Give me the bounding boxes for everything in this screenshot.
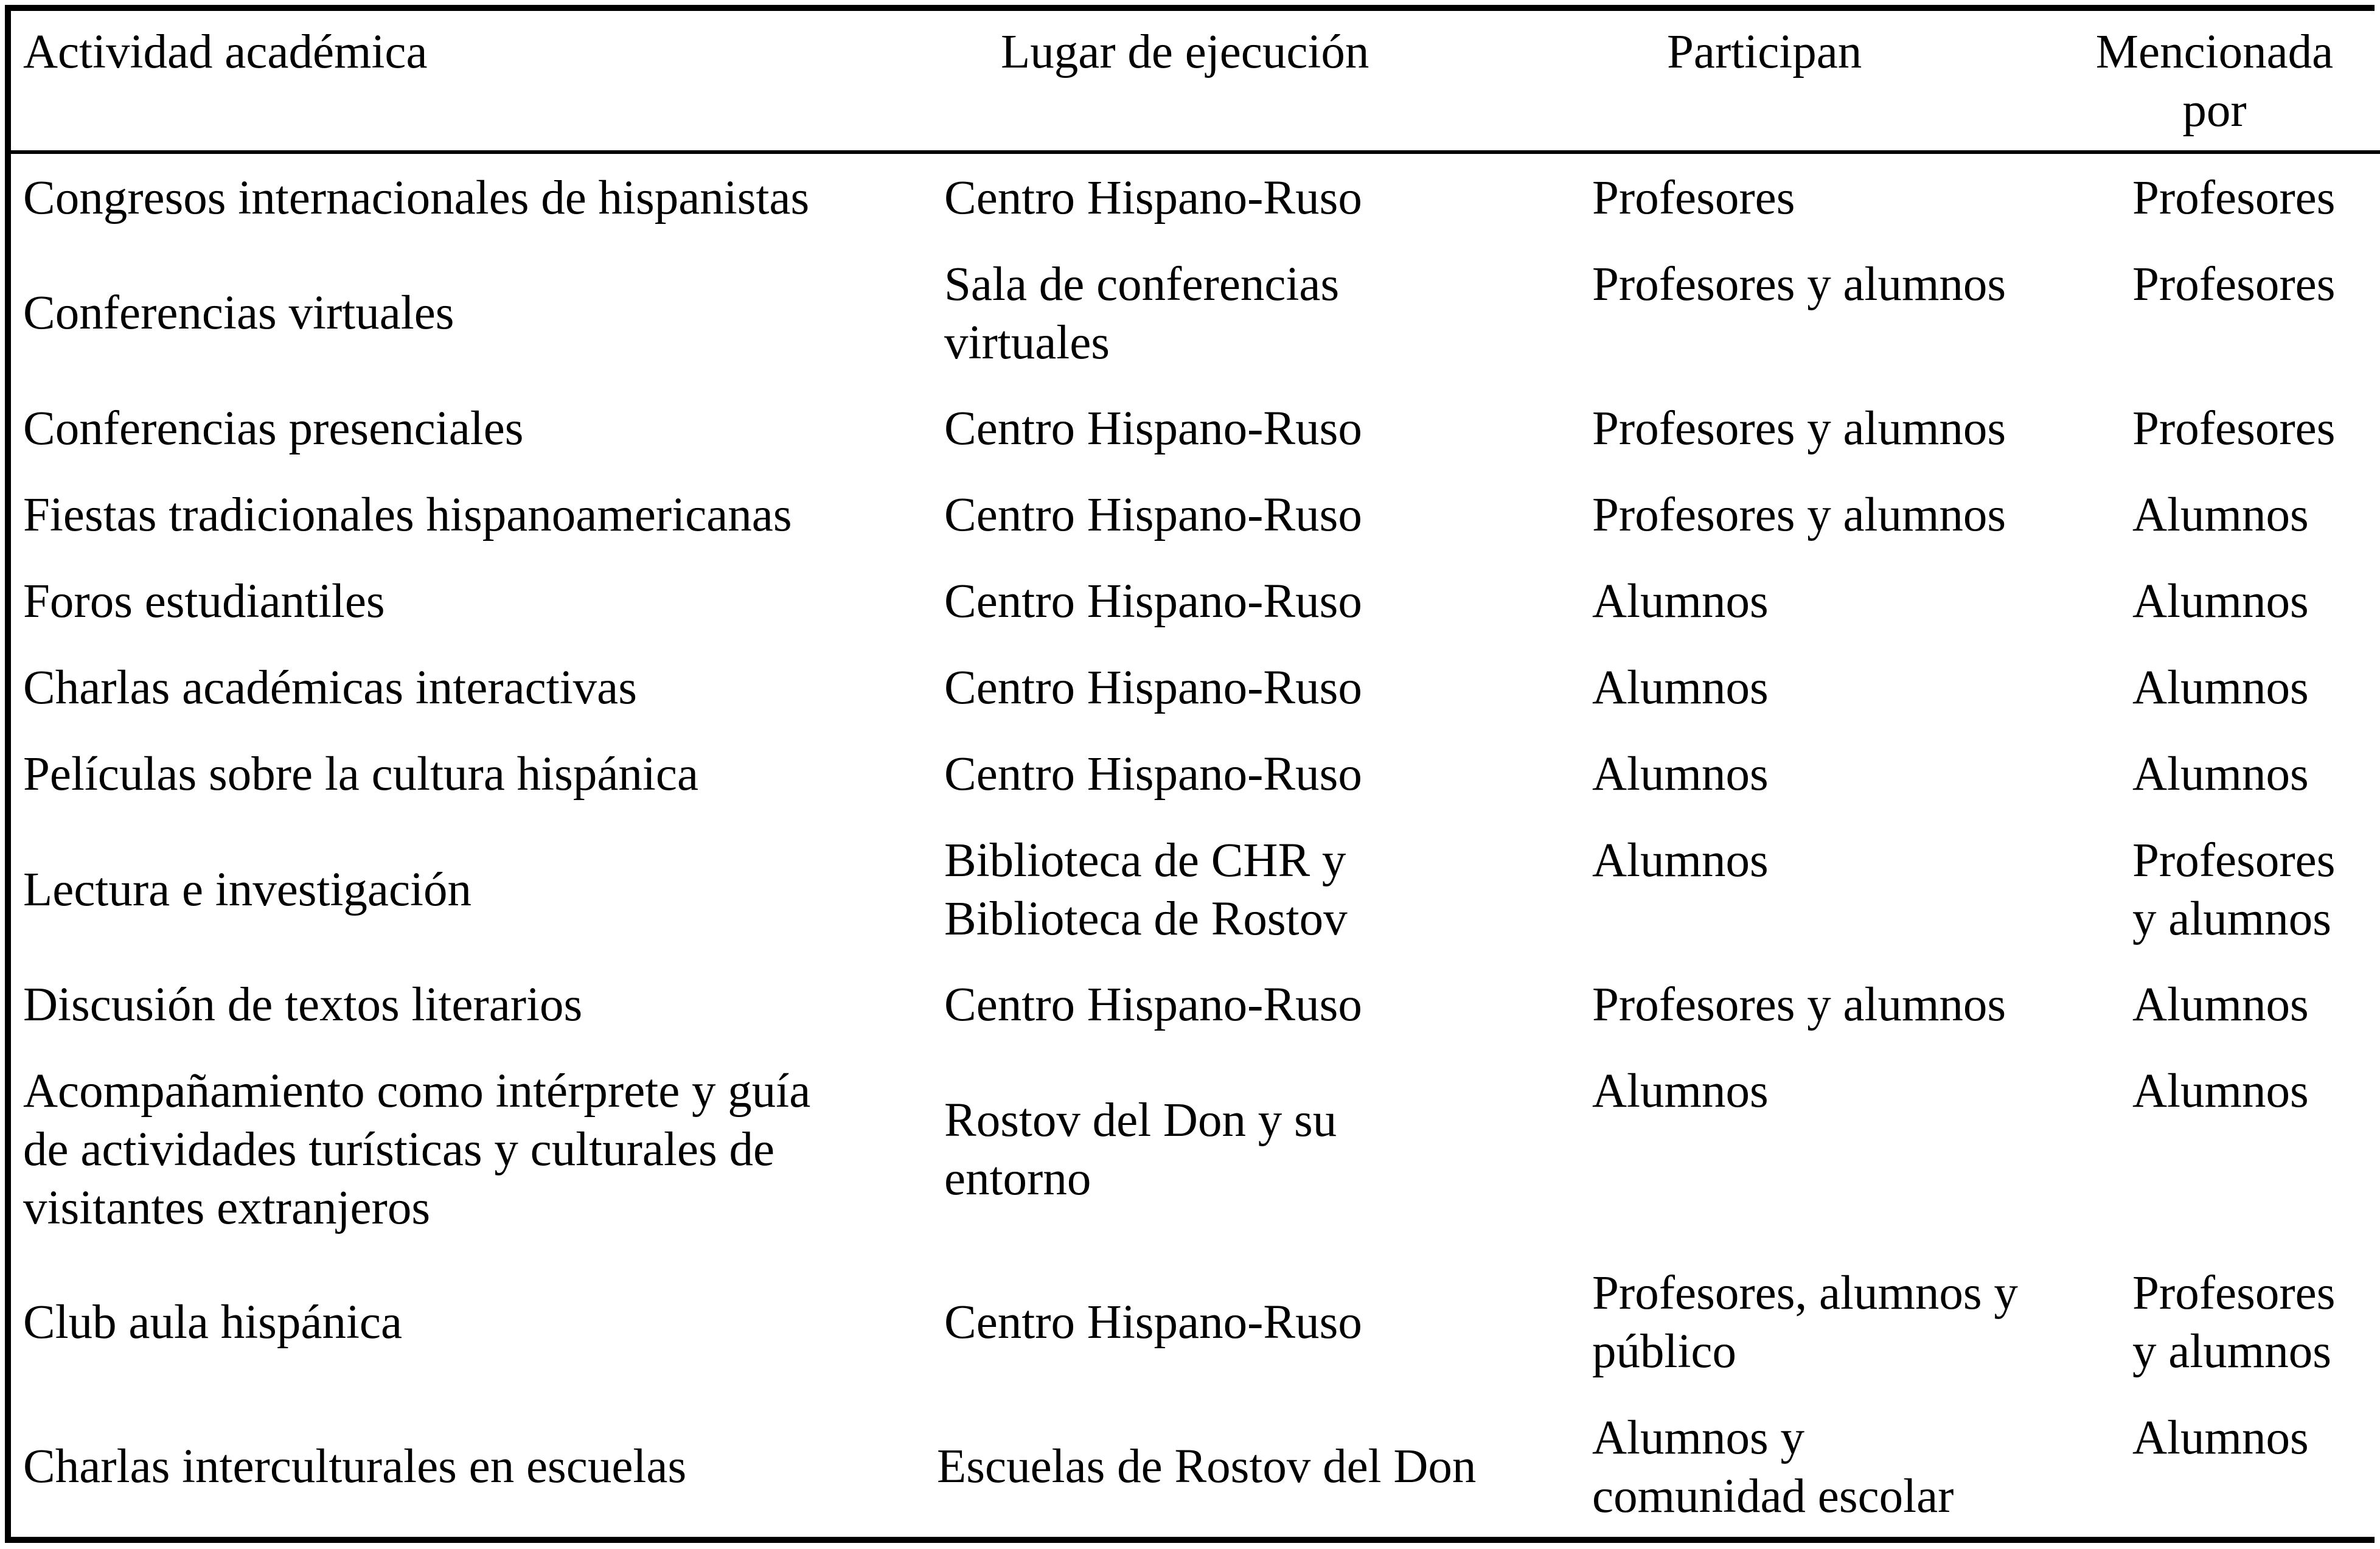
cell-lugar: Biblioteca de CHR y Biblioteca de Rostov [944, 834, 1348, 945]
cell-actividad: Fiestas tradicionales hispanoamericanas [23, 489, 792, 541]
cell-mencionada: Alumnos [2132, 1065, 2309, 1118]
cell-lugar: Centro Hispano-Ruso [944, 402, 1362, 455]
cell-lugar: Centro Hispano-Ruso [944, 575, 1362, 628]
cell-mencionada: Alumnos [2132, 978, 2309, 1031]
cell-actividad: Películas sobre la cultura hispánica [23, 748, 699, 801]
cell-actividad: Club aula hispánica [23, 1296, 403, 1349]
cell-lugar: Escuelas de Rostov del Don [937, 1440, 1477, 1493]
cell-mencionada: Alumnos [2132, 1412, 2309, 1464]
cell-participan: Profesores y alumnos [1592, 258, 2006, 311]
cell-actividad: Conferencias presenciales [23, 402, 524, 455]
cell-mencionada: Alumnos [2132, 748, 2309, 801]
cell-mencionada: Profesores [2132, 402, 2336, 455]
cell-mencionada: Profesores [2132, 258, 2336, 311]
cell-participan: Alumnos [1592, 834, 1769, 887]
cell-lugar: Sala de conferencias virtuales [944, 258, 1340, 369]
cell-mencionada: Alumnos [2132, 575, 2309, 628]
cell-mencionada: Profesores y alumnos [2132, 834, 2336, 945]
cell-actividad: Foros estudiantiles [23, 575, 385, 628]
cell-actividad: Charlas interculturales en escuelas [23, 1440, 687, 1493]
cell-actividad: Acompañamiento como intérprete y guía de actividades turísticas y culturales de visitantes extranjeros [23, 1065, 811, 1234]
cell-participan: Alumnos [1592, 661, 1769, 714]
cell-participan: Alumnos [1592, 748, 1769, 801]
cell-actividad: Conferencias virtuales [23, 287, 454, 339]
cell-participan: Profesores [1592, 172, 1795, 225]
cell-lugar: Centro Hispano-Ruso [944, 489, 1362, 541]
cell-lugar: Centro Hispano-Ruso [944, 748, 1362, 801]
cell-participan: Alumnos [1592, 1065, 1769, 1118]
cell-mencionada: Alumnos [2132, 489, 2309, 541]
cell-actividad: Discusión de textos literarios [23, 978, 583, 1031]
cell-participan: Profesores y alumnos [1592, 402, 2006, 455]
header-participan: Participan [1667, 26, 1862, 78]
cell-mencionada: Profesores y alumnos [2132, 1267, 2336, 1378]
header-actividad: Actividad académica [23, 26, 428, 78]
cell-lugar: Centro Hispano-Ruso [944, 1296, 1362, 1349]
cell-actividad: Congresos internacionales de hispanistas [23, 172, 810, 225]
cell-lugar: Centro Hispano-Ruso [944, 172, 1362, 225]
cell-participan: Profesores y alumnos [1592, 489, 2006, 541]
cell-mencionada: Alumnos [2132, 661, 2309, 714]
cell-participan: Profesores y alumnos [1592, 978, 2006, 1031]
cell-participan: Profesores, alumnos y público [1592, 1267, 2018, 1378]
header-mencionada: Mencionada por [2095, 26, 2334, 137]
cell-participan: Alumnos [1592, 575, 1769, 628]
cell-lugar: Centro Hispano-Ruso [944, 661, 1362, 714]
cell-lugar: Rostov del Don y su entorno [944, 1094, 1337, 1205]
cell-mencionada: Profesores [2132, 172, 2336, 225]
cell-lugar: Centro Hispano-Ruso [944, 978, 1362, 1031]
header-lugar: Lugar de ejecución [1001, 26, 1369, 78]
header-rule [11, 150, 2380, 154]
cell-actividad: Lectura e investigación [23, 863, 471, 916]
cell-participan: Alumnos y comunidad escolar [1592, 1412, 1954, 1523]
cell-actividad: Charlas académicas interactivas [23, 661, 637, 714]
